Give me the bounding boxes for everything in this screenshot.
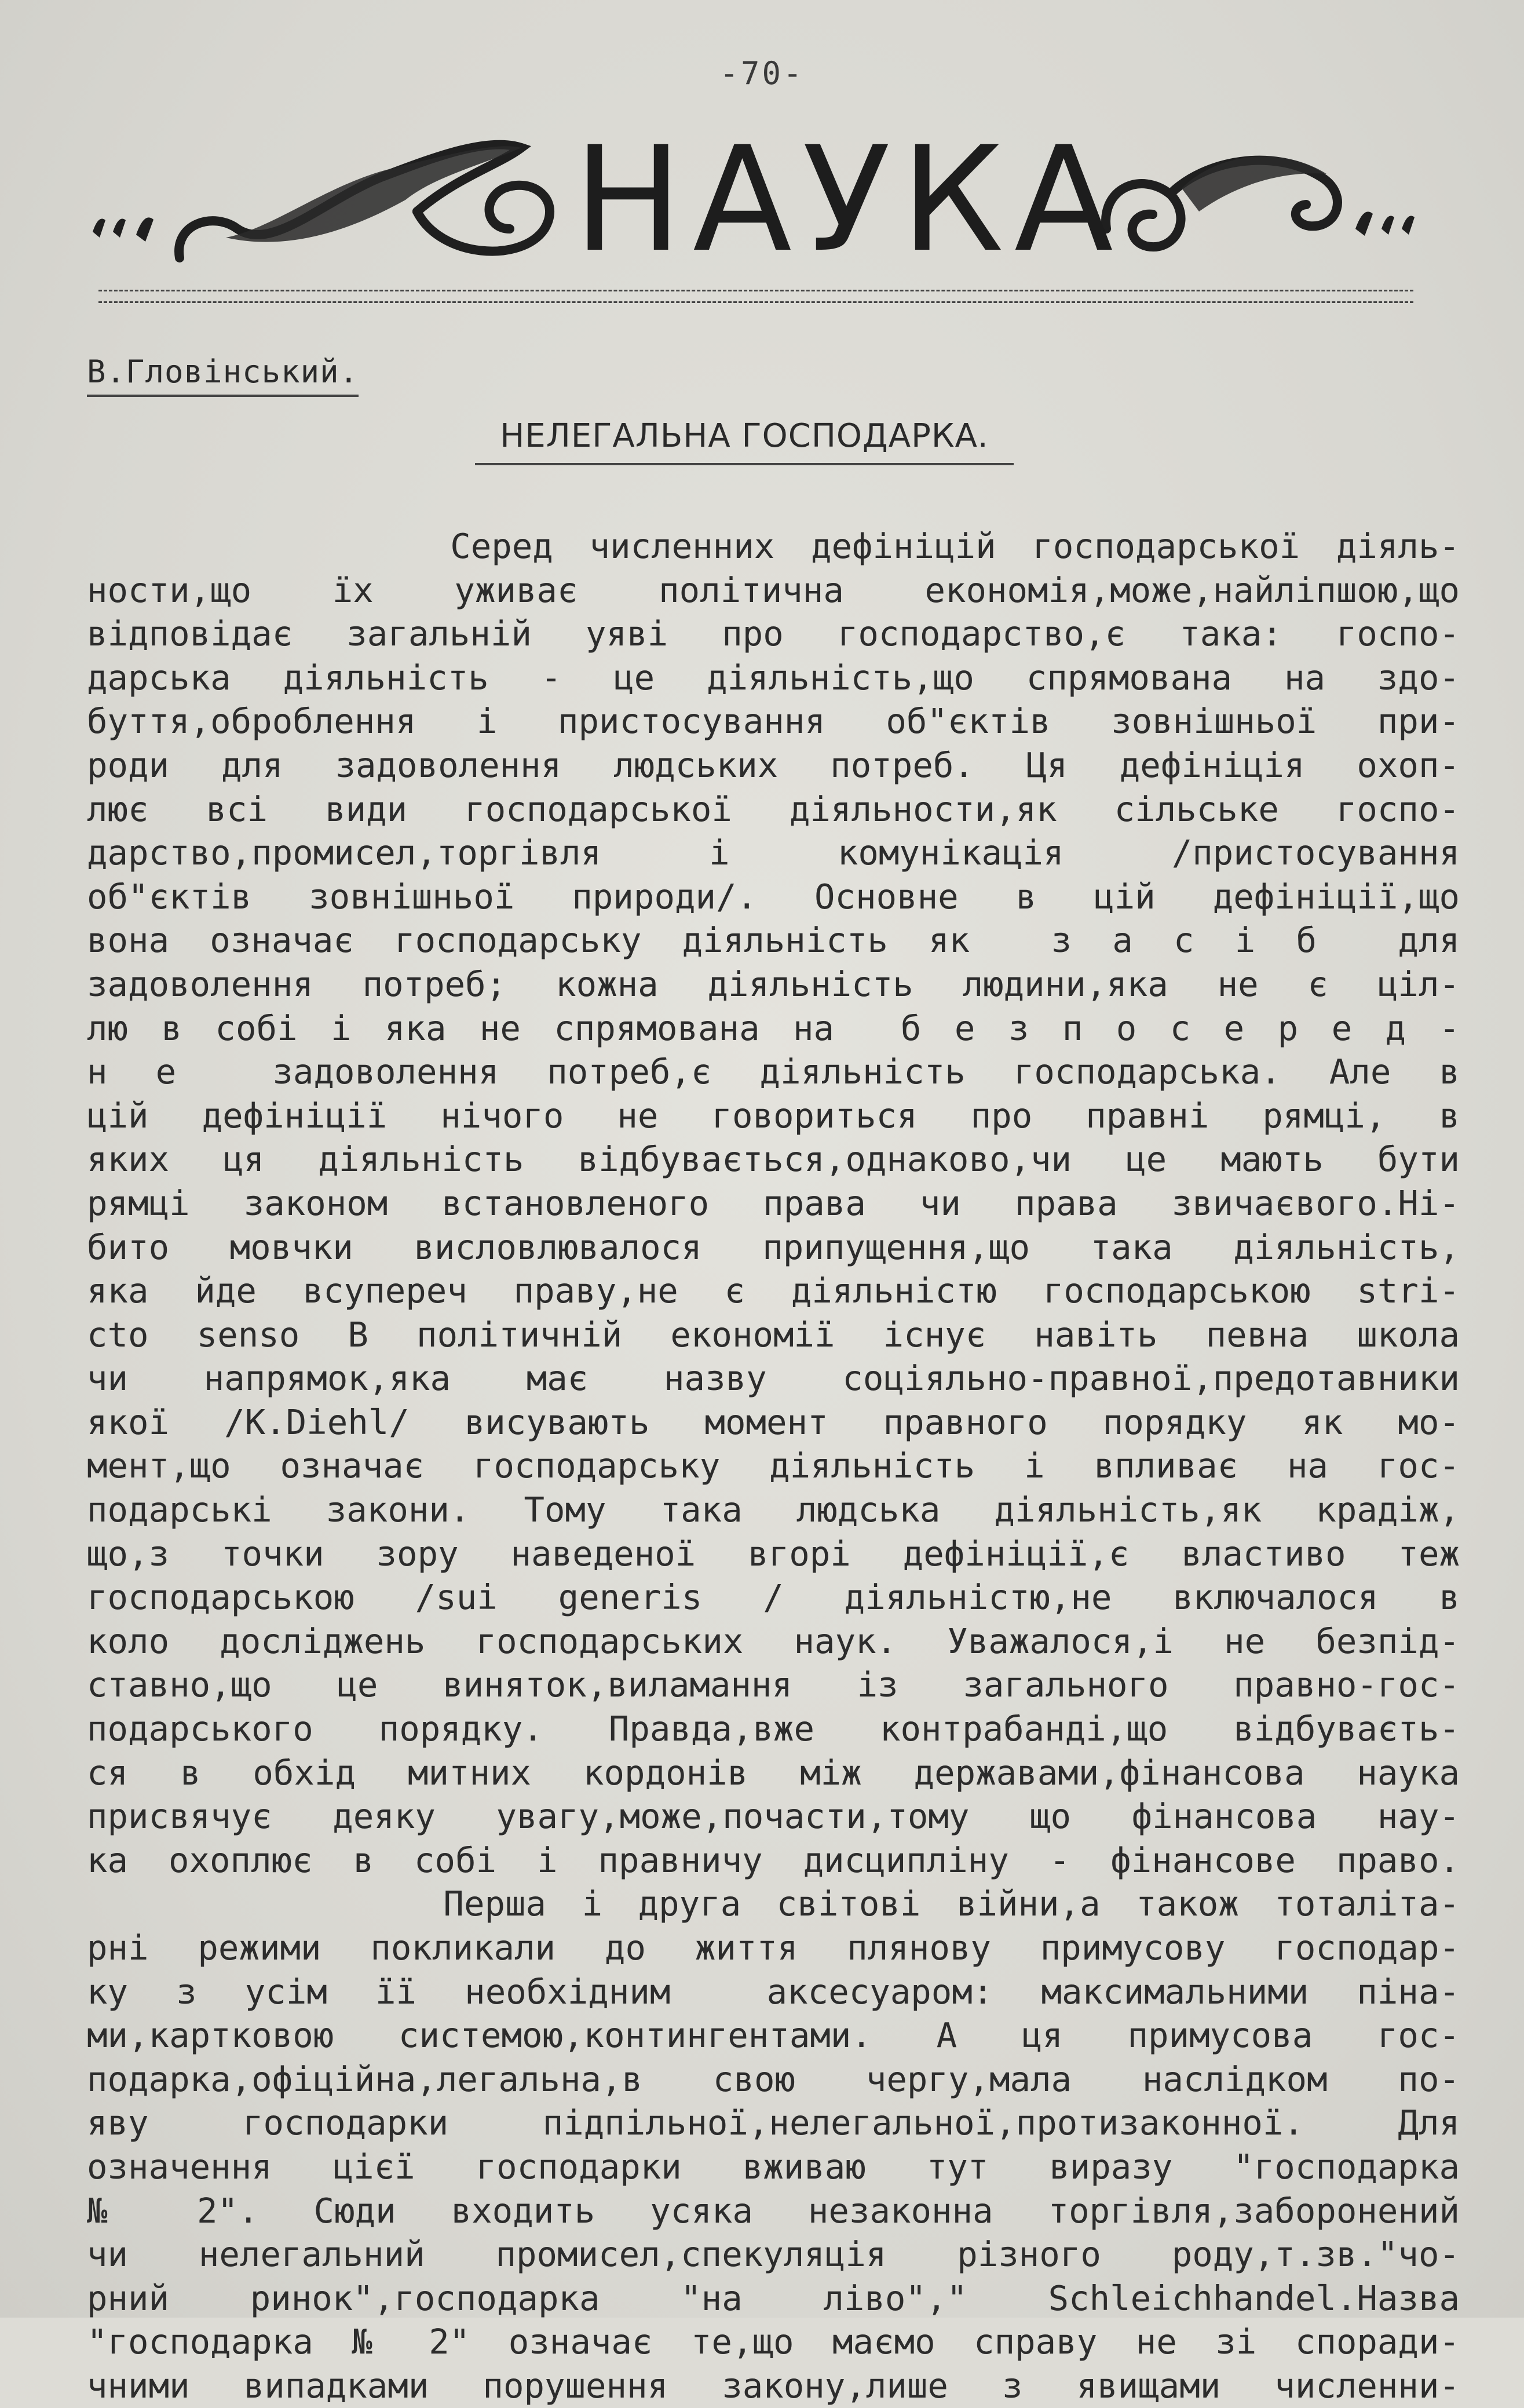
text-line: ставно,що це виняток,виламання із загального правно-гос- bbox=[87, 1665, 1460, 1705]
masthead-rule-top bbox=[98, 290, 1413, 291]
text-line: подарського порядку. Правда,вже контрабанді,що відбуваєть- bbox=[87, 1709, 1460, 1749]
text-line: cto senso В політичній економії існує навіть певна школа bbox=[87, 1314, 1460, 1355]
text-line: подарка,офіційна,легальна,в свою чергу,мала наслідком по- bbox=[87, 2059, 1460, 2099]
text-line: означення цієї господарки вживаю тут виразу "господарка bbox=[87, 2146, 1460, 2187]
text-line: ку з усім її необхідним аксесуаром: максимальними піна- bbox=[87, 1971, 1460, 2012]
text-line: ка охоплює в собі і правничу дисципліну - фінансове право. bbox=[87, 1840, 1460, 1880]
author-name: В.Гловінський. bbox=[87, 353, 359, 397]
text-line: вона означає господарську діяльність як з а с і б для bbox=[87, 920, 1460, 961]
text-line: чними випадками порушення закону,лише з явищами численни- bbox=[87, 2365, 1460, 2406]
masthead bbox=[81, 113, 1431, 304]
text-line: № 2". Сюди входить усяка незаконна торгівля,заборонений bbox=[87, 2190, 1460, 2231]
text-line: буття,оброблення і пристосування об"єктів зовнішньої при- bbox=[87, 701, 1460, 742]
text-line: об"єктів зовнішньої природи/. Основне в цій дефініції,що bbox=[87, 876, 1460, 917]
text-line: лює всі види господарської діяльности,як сільське госпо- bbox=[87, 789, 1460, 829]
masthead-rule-bottom bbox=[98, 301, 1413, 303]
text-line: господарською /sui generis / діяльністю,не включалося в bbox=[87, 1577, 1460, 1618]
text-line: ся в обхід митних кордонів між державами,фінансова наука bbox=[87, 1752, 1460, 1793]
text-line: рні режими покликали до життя плянову примусову господар- bbox=[87, 1928, 1460, 1968]
text-line: ности,що їх уживає політична економія,може,найліпшою,що bbox=[87, 570, 1460, 610]
text-line: мент,що означає господарську діяльність і впливає на гос- bbox=[87, 1446, 1460, 1486]
text-line: що,з точки зору наведеної вгорі дефініції,є властиво теж bbox=[87, 1533, 1460, 1574]
text-line: рямці законом встановленого права чи права звичаєвого.Ні- bbox=[87, 1183, 1460, 1223]
text-line: лю в собі і яка не спрямована на б е з п о с е р е д - bbox=[87, 1008, 1460, 1048]
text-line: чи нелегальний промисел,спекуляція різного роду,т.зв."чо- bbox=[87, 2234, 1460, 2275]
text-line: присвячує деяку увагу,може,почасти,тому що фінансова нау- bbox=[87, 1796, 1460, 1837]
text-line: відповідає загальній уяві про господарство,є така: госпо- bbox=[87, 614, 1460, 654]
text-line: роди для задоволення людських потреб. Ця дефініція охоп- bbox=[87, 745, 1460, 785]
text-line: задоволення потреб; кожна діяльність людини,яка не є ціл- bbox=[87, 964, 1460, 1004]
text-line: дарська діяльність - це діяльність,що спрямована на здо- bbox=[87, 657, 1460, 698]
text-line: яка йде всупереч праву,не є діяльністю господарською stri- bbox=[87, 1271, 1460, 1311]
text-line: цій дефініції нічого не говориться про правні рямці, в bbox=[87, 1095, 1460, 1136]
text-line: ми,картковою системою,контингентами. А ця примусова гос- bbox=[87, 2015, 1460, 2056]
masthead-title: НАУКА bbox=[573, 115, 1124, 284]
text-line: чи напрямок,яка має назву соціяльно-правної,предотавники bbox=[87, 1358, 1460, 1399]
text-line: Серед численних дефініцій господарської діяль- bbox=[87, 526, 1460, 566]
text-line: подарські закони. Тому така людська діяльність,як крадіж, bbox=[87, 1490, 1460, 1530]
article-title: НЕЛЕГАЛЬНА ГОСПОДАРКА. bbox=[475, 417, 1014, 465]
text-line: яких ця діяльність відбувається,однаково,чи це мають бути bbox=[87, 1139, 1460, 1180]
page-number: -70- bbox=[719, 55, 805, 92]
article-body bbox=[87, 524, 1460, 2408]
text-line: бито мовчки висловлювалося припущення,що така діяльність, bbox=[87, 1227, 1460, 1267]
text-line: н е задоволення потреб,є діяльність господарська. Але в bbox=[87, 1052, 1460, 1092]
text-line: якої /K.Diehl/ висувають момент правного порядку як мо- bbox=[87, 1402, 1460, 1442]
text-line: дарство,промисел,торгівля і комунікація /пристосування bbox=[87, 833, 1460, 873]
text-line: коло досліджень господарських наук. Уважалося,і не безпід- bbox=[87, 1621, 1460, 1661]
text-line: "господарка № 2" означає те,що маємо справу не зі споради- bbox=[87, 2322, 1460, 2362]
text-line: Перша і друга світові війни,а також тоталіта- bbox=[87, 1884, 1460, 1924]
text-line: рний ринок",господарка "на ліво"," Schleichhandel.Назва bbox=[87, 2278, 1460, 2318]
text-line: яву господарки підпільної,нелегальної,протизаконної. Для bbox=[87, 2103, 1460, 2143]
